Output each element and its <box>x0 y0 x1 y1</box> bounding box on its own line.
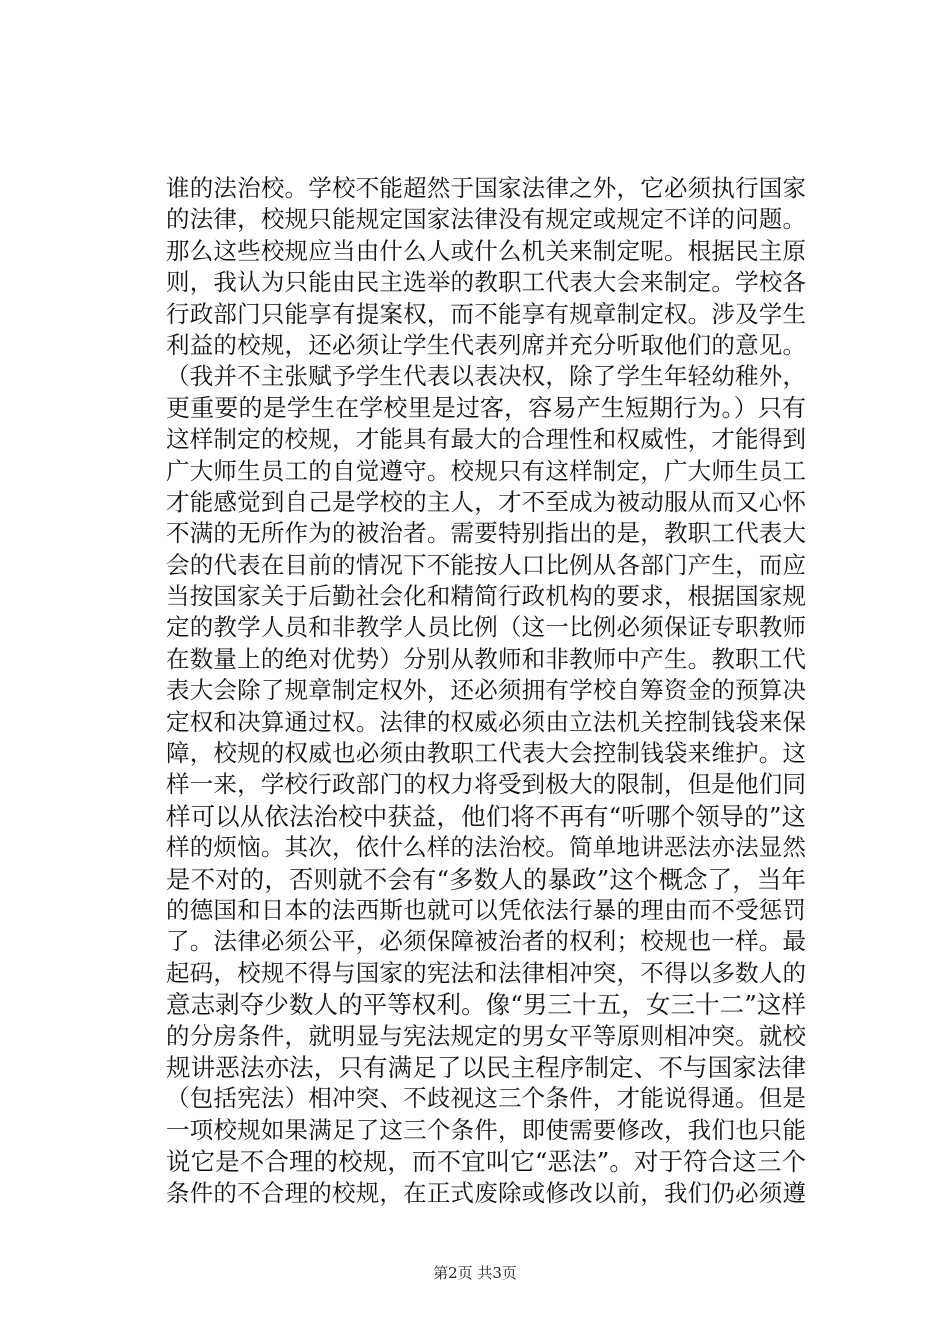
text-line: 那么这些校规应当由什么人或什么机关来制定呢。根据民主原 <box>166 236 806 265</box>
text-line: 不满的无所作为的被治者。需要特别指出的是，教职工代表大 <box>166 519 806 548</box>
text-line: 障，校规的权威也必须由教职工代表大会控制钱袋来维护。这 <box>166 739 806 768</box>
text-line: 在数量上的绝对优势）分别从教师和非教师中产生。教职工代 <box>166 644 806 673</box>
text-line: 表大会除了规章制定权外，还必须拥有学校自筹资金的预算决 <box>166 676 806 705</box>
text-line: 会的代表在目前的情况下不能按人口比例从各部门产生，而应 <box>166 550 806 579</box>
text-line: 的法律，校规只能规定国家法律没有规定或规定不详的问题。 <box>166 205 806 234</box>
text-line: 广大师生员工的自觉遵守。校规只有这样制定，广大师生员工 <box>166 456 806 485</box>
text-line: 当按国家关于后勤社会化和精简行政机构的要求，根据国家规 <box>166 582 806 611</box>
text-line: 说它是不合理的校规，而不宜叫它“恶法”。对于符合这三个 <box>166 1147 806 1177</box>
text-line: 条件的不合理的校规，在正式废除或修改以前，我们仍必须遵 <box>166 1178 806 1207</box>
body-paragraph <box>166 173 806 1209</box>
text-line: 意志剥夺少数人的平等权利。像“男三十五，女三十二”这样 <box>166 990 806 1020</box>
text-line: 行政部门只能享有提案权，而不能享有规章制定权。涉及学生 <box>166 299 806 328</box>
text-line: 谁的法治校。学校不能超然于国家法律之外，它必须执行国家 <box>166 174 806 202</box>
text-line: 样的烦恼。其次，依什么样的法治校。简单地讲恶法亦法显然 <box>166 833 806 862</box>
text-line: 的德国和日本的法西斯也就可以凭依法行暴的理由而不受惩罚 <box>166 895 806 924</box>
text-line: 才能感觉到自己是学校的主人，才不至成为被动服从而又心怀 <box>166 487 806 516</box>
text-line: 更重要的是学生在学校里是过客，容易产生短期行为。）只有 <box>166 393 806 422</box>
text-line: 的分房条件，就明显与宪法规定的男女平等原则相冲突。就校 <box>166 1021 806 1050</box>
text-line: 样一来，学校行政部门的权力将受到极大的限制，但是他们同 <box>166 770 806 799</box>
page-footer: 第2页 共3页 <box>433 1264 517 1282</box>
text-line: 定权和决算通过权。法律的权威必须由立法机关控制钱袋来保 <box>166 707 806 736</box>
text-line: 利益的校规，还必须让学生代表列席并充分听取他们的意见。 <box>166 330 806 359</box>
text-line: 起码，校规不得与国家的宪法和法律相冲突，不得以多数人的 <box>166 958 806 987</box>
text-line: 则，我认为只能由民主选举的教职工代表大会来制定。学校各 <box>166 268 806 297</box>
text-line: 了。法律必须公平，必须保障被治者的权利；校规也一样。最 <box>166 927 806 956</box>
text-line: 一项校规如果满足了这三个条件，即使需要修改，我们也只能 <box>166 1115 806 1144</box>
text-line: 这样制定的校规，才能具有最大的合理性和权威性，才能得到 <box>166 425 806 454</box>
text-line: （包括宪法）相冲突、不歧视这三个条件，才能说得通。但是 <box>166 1084 806 1113</box>
text-line: 样可以从依法治校中获益，他们将不再有“听哪个领导的”这 <box>166 801 806 831</box>
text-line: 是不对的，否则就不会有“多数人的暴政”这个概念了，当年 <box>166 864 806 894</box>
text-line: （我并不主张赋予学生代表以表决权，除了学生年轻幼稚外， <box>166 362 806 391</box>
text-line: 定的教学人员和非教学人员比例（这一比例必须保证专职教师 <box>166 613 806 642</box>
text-line: 规讲恶法亦法，只有满足了以民主程序制定、不与国家法律 <box>166 1052 806 1082</box>
